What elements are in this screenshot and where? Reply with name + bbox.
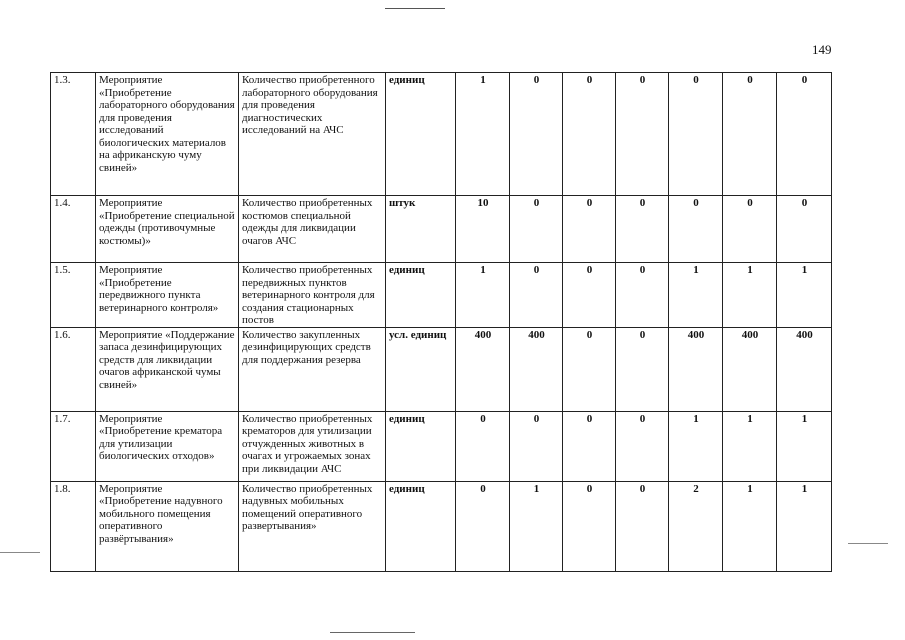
value-cell: 0 — [510, 263, 563, 328]
value-cell: 1 — [723, 481, 777, 571]
event-name: Мероприятие «Приобретение лабораторного оборудования для проведения исследований биологических материалов на африканскую чуму свиней» — [96, 73, 239, 196]
event-name: Мероприятие «Приобретение крематора для утилизации биологических отходов» — [96, 411, 239, 481]
value-cell: 0 — [563, 196, 616, 263]
indicators-table — [50, 72, 832, 572]
indicator-name: Количество закупленных дезинфицирующих средств для поддержания резерва — [239, 327, 386, 411]
indicator-name: Количество приобретенных костюмов специальной одежды для ликвидации очагов АЧС — [239, 196, 386, 263]
row-number: 1.5. — [51, 263, 96, 328]
page-number: 149 — [812, 42, 832, 57]
value-cell: 0 — [723, 73, 777, 196]
unit-of-measure: единиц — [386, 411, 456, 481]
value-cell: 400 — [669, 327, 723, 411]
value-cell: 1 — [723, 263, 777, 328]
value-cell: 0 — [563, 411, 616, 481]
scan-top-line — [385, 8, 445, 9]
value-cell: 1 — [777, 263, 832, 328]
value-cell: 0 — [723, 196, 777, 263]
table-row — [51, 73, 832, 196]
value-cell: 400 — [510, 327, 563, 411]
value-cell: 0 — [616, 481, 669, 571]
value-cell: 0 — [616, 263, 669, 328]
value-cell: 1 — [456, 263, 510, 328]
value-cell: 400 — [777, 327, 832, 411]
table-row — [51, 327, 832, 411]
event-name: Мероприятие «Приобретение передвижного пункта ветеринарного контроля» — [96, 263, 239, 328]
value-cell: 0 — [616, 327, 669, 411]
row-number: 1.3. — [51, 73, 96, 196]
value-cell: 0 — [616, 411, 669, 481]
value-cell: 0 — [510, 73, 563, 196]
value-cell: 1 — [777, 481, 832, 571]
unit-of-measure: единиц — [386, 263, 456, 328]
table-row — [51, 263, 832, 328]
value-cell: 1 — [510, 481, 563, 571]
event-name: Мероприятие «Приобретение специальной одежды (противочумные костюмы)» — [96, 196, 239, 263]
scan-bottom-line — [330, 632, 415, 633]
value-cell: 10 — [456, 196, 510, 263]
table-row — [51, 196, 832, 263]
table-row — [51, 411, 832, 481]
value-cell: 0 — [616, 73, 669, 196]
value-cell: 0 — [777, 196, 832, 263]
value-cell: 0 — [563, 263, 616, 328]
value-cell: 0 — [456, 481, 510, 571]
row-number: 1.4. — [51, 196, 96, 263]
unit-of-measure: усл. единиц — [386, 327, 456, 411]
value-cell: 400 — [723, 327, 777, 411]
scan-artifact-right — [848, 543, 888, 544]
indicator-name: Количество приобретенных надувных мобильных помещений оперативного развертывания» — [239, 481, 386, 571]
value-cell: 0 — [669, 196, 723, 263]
value-cell: 0 — [510, 411, 563, 481]
value-cell: 0 — [563, 327, 616, 411]
value-cell: 0 — [510, 196, 563, 263]
unit-of-measure: штук — [386, 196, 456, 263]
event-name: Мероприятие «Приобретение надувного мобильного помещения оперативного развёртывания» — [96, 481, 239, 571]
value-cell: 0 — [777, 73, 832, 196]
value-cell: 1 — [669, 411, 723, 481]
event-name: Мероприятие «Поддержание запаса дезинфицирующих средств для ликвидации очагов африканской чумы свиней» — [96, 327, 239, 411]
value-cell: 400 — [456, 327, 510, 411]
indicator-name: Количество приобретенного лабораторного оборудования для проведения диагностических исследований на АЧС — [239, 73, 386, 196]
indicator-name: Количество приобретенных передвижных пунктов ветеринарного контроля для создания стационарных постов — [239, 263, 386, 328]
value-cell: 0 — [616, 196, 669, 263]
table-row — [51, 481, 832, 571]
value-cell: 1 — [456, 73, 510, 196]
indicator-name: Количество приобретенных крематоров для утилизации отчужденных животных в очагах и угрожаемых зонах при ликвидации АЧС — [239, 411, 386, 481]
value-cell: 1 — [777, 411, 832, 481]
row-number: 1.8. — [51, 481, 96, 571]
value-cell: 0 — [669, 73, 723, 196]
scan-artifact-left — [0, 552, 40, 553]
row-number: 1.6. — [51, 327, 96, 411]
value-cell: 1 — [723, 411, 777, 481]
unit-of-measure: единиц — [386, 73, 456, 196]
value-cell: 1 — [669, 263, 723, 328]
row-number: 1.7. — [51, 411, 96, 481]
value-cell: 0 — [563, 481, 616, 571]
value-cell: 0 — [456, 411, 510, 481]
unit-of-measure: единиц — [386, 481, 456, 571]
value-cell: 2 — [669, 481, 723, 571]
value-cell: 0 — [563, 73, 616, 196]
